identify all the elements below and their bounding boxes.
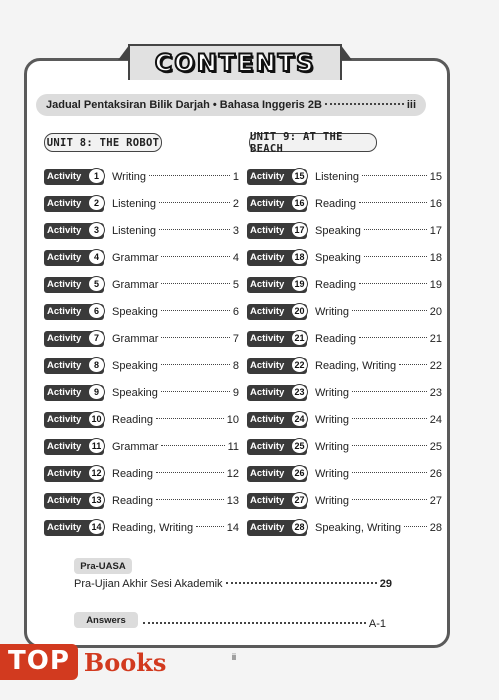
activity-badge <box>247 358 307 374</box>
activity-badge <box>247 250 307 266</box>
activity-number: 7 <box>88 330 105 346</box>
activity-name: Reading <box>315 332 356 345</box>
activity-name: Reading <box>315 197 356 210</box>
activity-label: Activity <box>250 252 285 263</box>
activity-label: Activity <box>250 360 285 371</box>
activity-number: 24 <box>291 411 308 427</box>
activity-row[interactable] <box>44 460 239 487</box>
activity-row[interactable] <box>247 244 442 271</box>
activity-label: Activity <box>250 279 285 290</box>
activity-row[interactable] <box>44 487 239 514</box>
activity-page: 21 <box>429 332 442 345</box>
activity-label: Activity <box>250 198 285 209</box>
activity-row[interactable] <box>44 325 239 352</box>
activity-badge <box>247 439 307 455</box>
leader-dots <box>352 310 427 311</box>
unit8-activity-list <box>44 163 239 541</box>
pra-uasa-label: Pra-Ujian Akhir Sesi Akademik <box>74 578 223 590</box>
leader-dots <box>359 337 427 338</box>
activity-label: Activity <box>250 225 285 236</box>
activity-row[interactable] <box>247 433 442 460</box>
activity-label: Activity <box>250 387 285 398</box>
activity-name: Reading <box>315 278 356 291</box>
jadual-label: Jadual Pentaksiran Bilik Darjah • Bahasa Inggeris 2B <box>46 99 322 111</box>
activity-page: 20 <box>429 305 442 318</box>
activity-number: 10 <box>88 411 105 427</box>
leader-dots <box>359 283 427 284</box>
activity-badge <box>247 385 307 401</box>
leader-dots <box>159 202 230 203</box>
activity-number: 9 <box>88 384 105 400</box>
activity-label: Activity <box>250 441 285 452</box>
activity-name: Speaking <box>315 251 361 264</box>
leader-dots <box>226 582 377 584</box>
activity-page: 5 <box>232 278 239 291</box>
pra-uasa-entry[interactable] <box>74 576 392 592</box>
activity-badge <box>44 304 104 320</box>
activity-row[interactable] <box>247 325 442 352</box>
activity-number: 27 <box>291 492 308 508</box>
leader-dots <box>156 418 224 419</box>
leader-dots <box>352 445 427 446</box>
leader-dots <box>161 364 230 365</box>
activity-badge <box>44 358 104 374</box>
activity-badge <box>44 250 104 266</box>
activity-name: Writing <box>112 170 147 183</box>
activity-row[interactable] <box>44 190 239 217</box>
activity-name: Listening <box>315 170 360 183</box>
activity-badge <box>247 169 307 185</box>
activity-label: Activity <box>47 333 82 344</box>
activity-name: Writing <box>315 386 350 399</box>
activity-badge <box>44 196 104 212</box>
activity-badge <box>247 520 307 536</box>
leader-dots <box>325 103 404 105</box>
activity-page: 22 <box>429 359 442 372</box>
activity-label: Activity <box>47 171 82 182</box>
activity-badge <box>44 520 104 536</box>
activity-row[interactable] <box>44 406 239 433</box>
activity-name: Reading, Writing <box>315 359 397 372</box>
activity-label: Activity <box>47 252 82 263</box>
activity-page: 28 <box>429 521 442 534</box>
activity-page: 1 <box>232 170 239 183</box>
leader-dots <box>404 526 427 527</box>
activity-page: 25 <box>429 440 442 453</box>
activity-label: Activity <box>47 468 82 479</box>
activity-page: 11 <box>227 440 239 453</box>
activity-page: 13 <box>226 494 239 507</box>
activity-row[interactable] <box>247 379 442 406</box>
answers-page: A-1 <box>368 618 386 630</box>
activity-number: 2 <box>88 195 105 211</box>
leader-dots <box>159 229 230 230</box>
activity-row[interactable] <box>247 190 442 217</box>
page-title: CONTENTS <box>154 49 316 77</box>
activity-page: 27 <box>429 494 442 507</box>
leader-dots <box>156 499 224 500</box>
activity-number: 8 <box>88 357 105 373</box>
activity-badge <box>44 466 104 482</box>
logo-top-text: TOP <box>0 644 78 680</box>
activity-number: 11 <box>88 438 105 454</box>
activity-badge <box>44 385 104 401</box>
leader-dots <box>196 526 224 527</box>
activity-row[interactable] <box>247 163 442 190</box>
activity-badge <box>44 412 104 428</box>
activity-row[interactable] <box>44 298 239 325</box>
activity-name: Grammar <box>112 278 159 291</box>
activity-page: 9 <box>232 386 239 399</box>
activity-label: Activity <box>47 441 82 452</box>
leader-dots <box>352 472 427 473</box>
leader-dots <box>161 391 230 392</box>
activity-page: 17 <box>429 224 442 237</box>
activity-name: Writing <box>315 494 350 507</box>
activity-name: Speaking <box>112 305 158 318</box>
activity-badge <box>247 223 307 239</box>
activity-page: 15 <box>429 170 442 183</box>
activity-number: 3 <box>88 222 105 238</box>
activity-name: Reading <box>112 494 153 507</box>
leader-dots <box>161 337 229 338</box>
leader-dots <box>161 256 229 257</box>
activity-badge <box>247 331 307 347</box>
activity-badge <box>247 412 307 428</box>
activity-number: 16 <box>291 195 308 211</box>
activity-label: Activity <box>47 306 82 317</box>
leader-dots <box>352 499 427 500</box>
unit8-heading: UNIT 8: THE ROBOT <box>44 133 162 152</box>
activity-name: Writing <box>315 413 350 426</box>
activity-name: Listening <box>112 197 157 210</box>
activity-badge <box>247 493 307 509</box>
leader-dots <box>364 229 427 230</box>
activity-row[interactable] <box>44 244 239 271</box>
activity-label: Activity <box>250 495 285 506</box>
topbooks-logo <box>0 640 166 684</box>
activity-label: Activity <box>250 522 285 533</box>
activity-row[interactable] <box>44 217 239 244</box>
activity-page: 16 <box>429 197 442 210</box>
activity-page: 6 <box>232 305 239 318</box>
activity-page: 2 <box>232 197 239 210</box>
jadual-page: iii <box>406 99 416 111</box>
activity-row[interactable] <box>247 460 442 487</box>
activity-name: Reading <box>112 467 153 480</box>
activity-name: Grammar <box>112 332 159 345</box>
title-notch-left <box>118 44 130 60</box>
activity-row[interactable] <box>247 352 442 379</box>
activity-number: 20 <box>291 303 308 319</box>
activity-name: Grammar <box>112 440 159 453</box>
activity-number: 4 <box>88 249 105 265</box>
leader-dots <box>359 202 427 203</box>
activity-number: 12 <box>88 465 105 481</box>
activity-number: 5 <box>88 276 105 292</box>
activity-label: Activity <box>47 522 82 533</box>
logo-books-text: Books <box>83 647 167 677</box>
activity-number: 26 <box>291 465 308 481</box>
pra-uasa-page: 29 <box>379 578 392 590</box>
activity-page: 18 <box>429 251 442 264</box>
activity-number: 22 <box>291 357 308 373</box>
activity-label: Activity <box>250 333 285 344</box>
unit9-activity-list <box>247 163 442 541</box>
activity-label: Activity <box>250 171 285 182</box>
activity-number: 14 <box>88 519 105 535</box>
leader-dots <box>149 175 230 176</box>
activity-name: Speaking <box>112 359 158 372</box>
activity-number: 15 <box>291 168 308 184</box>
activity-row[interactable] <box>247 271 442 298</box>
activity-page: 10 <box>226 413 239 426</box>
activity-badge <box>247 277 307 293</box>
activity-label: Activity <box>47 387 82 398</box>
activity-name: Writing <box>315 305 350 318</box>
activity-page: 19 <box>429 278 442 291</box>
jadual-entry[interactable] <box>36 94 426 116</box>
activity-page: 23 <box>429 386 442 399</box>
activity-row[interactable] <box>247 487 442 514</box>
activity-badge <box>44 439 104 455</box>
leader-dots <box>161 445 224 446</box>
activity-page: 12 <box>226 467 239 480</box>
activity-label: Activity <box>47 414 82 425</box>
activity-name: Reading, Writing <box>112 521 194 534</box>
leader-dots <box>362 175 427 176</box>
activity-name: Speaking <box>315 224 361 237</box>
activity-number: 21 <box>291 330 308 346</box>
activity-label: Activity <box>47 279 82 290</box>
leader-dots <box>161 310 230 311</box>
activity-name: Reading <box>112 413 153 426</box>
pra-uasa-heading: Pra-UASA <box>74 558 132 574</box>
activity-page: 4 <box>232 251 239 264</box>
activity-row[interactable] <box>247 514 442 541</box>
activity-label: Activity <box>250 414 285 425</box>
activity-number: 23 <box>291 384 308 400</box>
activity-label: Activity <box>47 360 82 371</box>
activity-badge <box>44 169 104 185</box>
activity-name: Writing <box>315 467 350 480</box>
activity-name: Speaking, Writing <box>315 521 402 534</box>
activity-label: Activity <box>47 198 82 209</box>
answers-heading: Answers <box>74 612 138 628</box>
activity-name: Listening <box>112 224 157 237</box>
activity-number: 13 <box>88 492 105 508</box>
activity-row[interactable] <box>44 379 239 406</box>
activity-row[interactable] <box>44 163 239 190</box>
activity-row[interactable] <box>44 352 239 379</box>
leader-dots <box>143 622 366 624</box>
title-tab <box>128 44 342 80</box>
activity-badge <box>247 466 307 482</box>
activity-name: Writing <box>315 440 350 453</box>
title-notch-right <box>340 44 352 60</box>
activity-page: 14 <box>226 521 239 534</box>
page-number: ii <box>232 652 236 662</box>
activity-number: 25 <box>291 438 308 454</box>
activity-badge <box>247 304 307 320</box>
activity-row[interactable] <box>44 514 239 541</box>
activity-label: Activity <box>47 225 82 236</box>
activity-page: 8 <box>232 359 239 372</box>
activity-name: Grammar <box>112 251 159 264</box>
activity-page: 26 <box>429 467 442 480</box>
activity-label: Activity <box>250 306 285 317</box>
activity-badge <box>44 493 104 509</box>
activity-name: Speaking <box>112 386 158 399</box>
activity-row[interactable] <box>247 217 442 244</box>
activity-number: 1 <box>88 168 105 184</box>
activity-number: 28 <box>291 519 308 535</box>
activity-badge <box>247 196 307 212</box>
activity-row[interactable] <box>247 406 442 433</box>
activity-badge <box>44 277 104 293</box>
leader-dots <box>161 283 229 284</box>
activity-number: 19 <box>291 276 308 292</box>
activity-number: 17 <box>291 222 308 238</box>
leader-dots <box>399 364 427 365</box>
activity-number: 18 <box>291 249 308 265</box>
activity-page: 7 <box>232 332 239 345</box>
activity-row[interactable] <box>247 298 442 325</box>
unit9-heading: UNIT 9: AT THE BEACH <box>249 133 377 152</box>
activity-badge <box>44 223 104 239</box>
leader-dots <box>352 418 427 419</box>
activity-row[interactable] <box>44 433 239 460</box>
activity-label: Activity <box>250 468 285 479</box>
leader-dots <box>156 472 224 473</box>
activity-label: Activity <box>47 495 82 506</box>
activity-badge <box>44 331 104 347</box>
activity-number: 6 <box>88 303 105 319</box>
leader-dots <box>364 256 427 257</box>
activity-row[interactable] <box>44 271 239 298</box>
activity-page: 24 <box>429 413 442 426</box>
answers-entry[interactable] <box>140 616 386 632</box>
leader-dots <box>352 391 427 392</box>
activity-page: 3 <box>232 224 239 237</box>
